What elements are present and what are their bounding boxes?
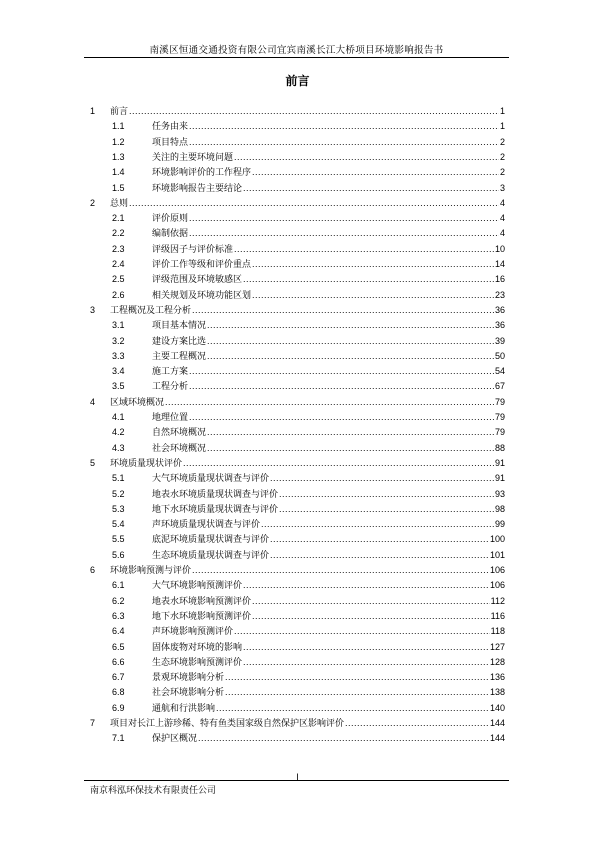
toc-entry-number: 5.3 <box>112 503 125 514</box>
toc-entry-number: 6.4 <box>112 626 125 637</box>
toc-entry-page: 144 <box>489 718 505 728</box>
toc-entry-number: 5.2 <box>112 488 125 499</box>
toc-entry-page: 138 <box>489 687 505 698</box>
toc-entry-line <box>110 197 505 211</box>
toc-entry-number: 6.8 <box>112 687 125 698</box>
toc-entry-page: 79 <box>494 427 505 438</box>
toc-entry-number: 4 <box>90 396 96 407</box>
toc-dot-leader <box>207 335 494 348</box>
toc-chapter-entry[interactable] <box>0 457 595 470</box>
toc-entry-title: 区域环境概况 <box>110 397 165 408</box>
toc-entry-number: 6.7 <box>112 672 125 683</box>
toc-dot-leader <box>270 533 489 546</box>
toc-entry-title: 项目基本情况 <box>152 321 207 332</box>
toc-dot-leader <box>189 380 494 393</box>
toc-chapter-entry[interactable] <box>0 564 595 577</box>
toc-dot-leader <box>243 579 489 592</box>
toc-entry-number: 1.1 <box>112 121 125 132</box>
toc-entry-title: 项目特点 <box>152 137 189 148</box>
toc-entry-page: 136 <box>489 672 505 683</box>
toc-entry-title: 工程分析 <box>152 382 189 393</box>
toc-entry-line <box>152 380 505 394</box>
toc-entry-line <box>152 442 505 456</box>
page-number: I <box>296 772 299 782</box>
toc-entry-number: 5.1 <box>112 473 125 484</box>
toc-entry-line <box>152 136 505 150</box>
toc-entry-page: 4 <box>499 228 505 239</box>
toc-dot-leader <box>189 212 499 225</box>
toc-entry-page: 100 <box>489 534 505 545</box>
footer-rule <box>84 780 509 781</box>
toc-dot-leader <box>129 105 499 118</box>
toc-entry-number: 6.3 <box>112 610 125 621</box>
toc-dot-leader <box>243 641 489 654</box>
toc-entry-page: 16 <box>494 274 505 285</box>
header-rule <box>84 57 509 58</box>
toc-entry-line <box>152 120 505 134</box>
toc-entry-number: 4.2 <box>112 427 125 438</box>
toc-entry-number: 7.1 <box>112 733 125 744</box>
toc-section-entry[interactable] <box>0 442 595 455</box>
toc-entry-title: 环境影响预测与评价 <box>110 566 192 576</box>
toc-dot-leader <box>129 197 499 210</box>
toc-entry-page: 91 <box>494 473 505 484</box>
toc-entry-title: 建设方案比选 <box>152 336 207 347</box>
page-title: 前言 <box>285 74 310 88</box>
toc-entry-title: 任务由来 <box>152 122 189 133</box>
toc-entry-line <box>152 350 505 364</box>
toc-entry-line <box>152 426 505 440</box>
toc-dot-leader <box>243 182 499 195</box>
toc-section-entry[interactable] <box>0 273 595 286</box>
toc-section-entry[interactable] <box>0 151 595 164</box>
toc-dot-leader <box>189 365 494 378</box>
toc-entry-title: 保护区概况 <box>152 734 198 745</box>
toc-chapter-entry[interactable] <box>0 105 595 118</box>
toc-entry-number: 7 <box>90 718 96 728</box>
toc-chapter-entry[interactable] <box>0 304 595 317</box>
toc-entry-title: 社会环境概况 <box>152 443 207 454</box>
toc-dot-leader <box>192 304 494 317</box>
toc-entry-title: 总则 <box>110 198 129 209</box>
toc-entry-title: 地表水环境影响预测评价 <box>152 596 252 607</box>
toc-entry-line <box>152 533 505 547</box>
toc-entry-line <box>152 503 505 517</box>
toc-entry-line <box>152 641 505 655</box>
toc-entry-page: 98 <box>494 503 505 514</box>
toc-entry-title: 评级因子与评价标准 <box>152 244 234 255</box>
toc-section-entry[interactable] <box>0 503 595 516</box>
toc-dot-leader <box>189 120 499 133</box>
toc-entry-line <box>152 227 505 241</box>
toc-chapter-entry[interactable] <box>0 197 595 210</box>
toc-entry-title: 通航和行洪影响 <box>152 703 216 714</box>
toc-entry-page: 4 <box>499 197 505 208</box>
toc-section-entry[interactable] <box>0 243 595 256</box>
toc-entry-title: 施工方案 <box>152 367 189 378</box>
toc-entry-title: 大气环境影响预测评价 <box>152 581 243 592</box>
toc-dot-leader <box>243 656 489 669</box>
toc-section-entry[interactable] <box>0 579 595 592</box>
toc-entry-title: 主要工程概况 <box>152 351 207 362</box>
toc-section-entry[interactable] <box>0 686 595 699</box>
toc-entry-page: 54 <box>494 366 505 377</box>
toc-entry-line <box>152 289 505 303</box>
toc-entry-number: 2.2 <box>112 228 125 239</box>
toc-entry-number: 5.4 <box>112 519 125 530</box>
toc-entry-number: 1.5 <box>112 182 125 193</box>
toc-dot-leader <box>252 610 490 623</box>
toc-entry-title: 自然环境概况 <box>152 428 207 439</box>
toc-entry-title: 大气环境质量现状调查与评价 <box>152 474 270 485</box>
toc-entry-line <box>152 610 505 624</box>
toc-entry-number: 1.4 <box>112 167 125 178</box>
toc-dot-leader <box>207 319 494 332</box>
toc-entry-page: 128 <box>489 656 505 667</box>
toc-entry-number: 6.1 <box>112 580 125 591</box>
toc-dot-leader <box>225 671 489 684</box>
toc-dot-leader <box>279 488 494 501</box>
toc-entry-number: 6.5 <box>112 641 125 652</box>
toc-entry-title: 编制依据 <box>152 229 189 240</box>
toc-entry-line <box>152 518 505 532</box>
toc-entry-number: 4.3 <box>112 442 125 453</box>
toc-entry-page: 118 <box>490 626 505 637</box>
toc-section-entry[interactable] <box>0 488 595 501</box>
toc-section-entry[interactable] <box>0 641 595 654</box>
toc-entry-page: 116 <box>490 610 505 621</box>
toc-section-entry[interactable] <box>0 610 595 623</box>
toc-entry-title: 环境影响报告主要结论 <box>152 183 243 194</box>
toc-dot-leader <box>207 442 494 455</box>
toc-entry-page: 106 <box>489 580 505 591</box>
toc-section-entry[interactable] <box>0 533 595 546</box>
toc-section-entry[interactable] <box>0 671 595 684</box>
toc-entry-page: 106 <box>489 565 505 575</box>
toc-entry-page: 36 <box>494 320 505 331</box>
toc-dot-leader <box>345 717 489 730</box>
toc-entry-title: 评价工作等级和评价重点 <box>152 260 252 270</box>
toc-dot-leader <box>207 350 494 363</box>
toc-dot-leader <box>252 166 499 179</box>
toc-section-entry[interactable] <box>0 136 595 149</box>
toc-section-entry[interactable] <box>0 426 595 439</box>
toc-entry-line <box>152 671 505 685</box>
toc-entry-number: 4.1 <box>112 412 125 422</box>
toc-section-entry[interactable] <box>0 335 595 348</box>
toc-entry-number: 1 <box>90 106 96 116</box>
toc-entry-number: 6.6 <box>112 656 125 667</box>
toc-entry-title: 声环境质量现状调查与评价 <box>152 520 261 531</box>
running-footer: 南京科泓环保技术有限责任公司 <box>90 786 217 796</box>
toc-dot-leader <box>207 426 494 439</box>
toc-entry-page: 3 <box>499 182 505 193</box>
toc-dot-leader <box>192 564 489 577</box>
toc-section-entry[interactable] <box>0 595 595 608</box>
toc-entry-page: 67 <box>494 381 505 392</box>
toc-entry-line <box>152 549 505 563</box>
toc-section-entry[interactable] <box>0 656 595 669</box>
toc-section-entry[interactable] <box>0 702 595 715</box>
toc-entry-line <box>152 595 505 609</box>
toc-entry-line <box>152 686 505 700</box>
toc-entry-line <box>152 656 505 670</box>
toc-entry-title: 环境质量现状评价 <box>110 458 183 469</box>
toc-entry-number: 2.1 <box>112 213 125 224</box>
toc-section-entry[interactable] <box>0 365 595 378</box>
toc-entry-line <box>152 579 505 593</box>
toc-dot-leader <box>270 549 489 562</box>
toc-dot-leader <box>270 472 494 485</box>
toc-entry-page: 2 <box>499 167 505 178</box>
toc-entry-page: 93 <box>494 488 505 499</box>
toc-entry-title: 项目对长江上游珍稀、特有鱼类国家级自然保护区影响评价 <box>110 719 345 729</box>
toc-section-entry[interactable] <box>0 212 595 225</box>
toc-dot-leader <box>189 411 494 424</box>
toc-dot-leader <box>225 686 489 699</box>
toc-section-entry[interactable] <box>0 625 595 638</box>
toc-chapter-entry[interactable] <box>0 717 595 730</box>
toc-entry-title: 工程概况及工程分析 <box>110 305 192 316</box>
toc-entry-number: 1.2 <box>112 136 125 147</box>
toc-entry-title: 生态环境质量现状调查与评价 <box>152 550 270 561</box>
toc-entry-page: 1 <box>499 106 505 116</box>
toc-entry-page: 112 <box>490 595 505 606</box>
toc-entry-number: 3.5 <box>112 381 125 392</box>
toc-dot-leader <box>252 289 494 302</box>
toc-entry-number: 5.5 <box>112 534 125 545</box>
toc-entry-line <box>152 166 505 180</box>
toc-entry-line <box>152 335 505 349</box>
toc-dot-leader <box>183 457 494 470</box>
toc-entry-line <box>152 319 505 333</box>
toc-section-entry[interactable] <box>0 227 595 240</box>
toc-section-entry[interactable] <box>0 166 595 179</box>
toc-entry-page: 127 <box>489 641 505 652</box>
toc-entry-page: 1 <box>499 121 505 132</box>
toc-entry-line <box>152 243 505 257</box>
toc-entry-line <box>110 396 505 410</box>
toc-section-entry[interactable] <box>0 518 595 531</box>
toc-entry-number: 3.2 <box>112 335 125 346</box>
toc-entry-title: 地表水环境质量现状调查与评价 <box>152 489 279 500</box>
toc-entry-line <box>152 411 505 425</box>
toc-entry-line <box>110 304 505 318</box>
toc-dot-leader <box>165 396 494 409</box>
toc-section-entry[interactable] <box>0 182 595 195</box>
toc-entry-page: 10 <box>494 243 505 254</box>
toc-entry-number: 3.1 <box>112 320 125 331</box>
toc-entry-title: 生态环境影响预测评价 <box>152 657 243 668</box>
toc-entry-number: 6.2 <box>112 595 125 606</box>
toc-entry-line <box>152 625 505 639</box>
toc-entry-line <box>152 212 505 226</box>
toc-entry-page: 91 <box>494 457 505 468</box>
toc-entry-number: 6 <box>90 565 96 575</box>
toc-entry-number: 6.9 <box>112 702 125 713</box>
toc-dot-leader <box>243 273 494 286</box>
toc-entry-line <box>152 732 505 746</box>
toc-dot-leader <box>252 258 494 271</box>
toc-entry-page: 79 <box>494 396 505 407</box>
toc-entry-number: 2.6 <box>112 289 125 300</box>
toc-entry-number: 3.3 <box>112 350 125 361</box>
toc-entry-line <box>110 717 505 731</box>
toc-entry-number: 2.4 <box>112 259 125 269</box>
toc-dot-leader <box>189 136 499 149</box>
toc-entry-title: 评级范围及环境敏感区 <box>152 275 243 286</box>
toc-section-entry[interactable] <box>0 549 595 562</box>
toc-section-entry[interactable] <box>0 120 595 133</box>
toc-entry-title: 相关规划及环境功能区划 <box>152 290 252 301</box>
toc-section-entry[interactable] <box>0 319 595 332</box>
toc-entry-line <box>110 105 505 119</box>
toc-entry-number: 3 <box>90 304 96 315</box>
toc-entry-title: 地下水环境影响预测评价 <box>152 611 252 622</box>
toc-entry-page: 140 <box>489 702 505 713</box>
toc-entry-title: 前言 <box>110 107 129 117</box>
toc-entry-page: 36 <box>494 304 505 315</box>
toc-entry-page: 79 <box>494 412 505 422</box>
toc-entry-page: 2 <box>499 136 505 147</box>
toc-entry-page: 101 <box>489 549 505 560</box>
toc-entry-line <box>152 258 505 272</box>
toc-entry-page: 23 <box>494 289 505 300</box>
toc-entry-number: 3.4 <box>112 366 125 377</box>
toc-entry-number: 2 <box>90 197 96 208</box>
toc-dot-leader <box>189 227 499 240</box>
toc-entry-title: 社会环境影响分析 <box>152 688 225 699</box>
toc-dot-leader <box>198 732 489 745</box>
toc-entry-page: 144 <box>489 733 505 744</box>
toc-section-entry[interactable] <box>0 350 595 363</box>
toc-entry-line <box>152 702 505 716</box>
toc-entry-line <box>152 151 505 165</box>
toc-dot-leader <box>252 595 490 608</box>
toc-section-entry[interactable] <box>0 732 595 745</box>
toc-entry-title: 地理位置 <box>152 413 189 423</box>
toc-entry-line <box>152 488 505 502</box>
toc-entry-line <box>110 564 505 578</box>
toc-entry-page: 2 <box>499 151 505 162</box>
toc-entry-line <box>152 365 505 379</box>
toc-dot-leader <box>279 503 494 516</box>
toc-entry-number: 5 <box>90 457 96 468</box>
toc-entry-page: 88 <box>494 442 505 453</box>
toc-entry-number: 2.5 <box>112 274 125 285</box>
toc-entry-page: 4 <box>499 213 505 224</box>
toc-entry-page: 39 <box>494 335 505 346</box>
toc-entry-page: 50 <box>494 350 505 361</box>
toc-section-entry[interactable] <box>0 411 595 424</box>
toc-entry-title: 环境影响评价的工作程序 <box>152 168 252 179</box>
toc-entry-title: 地下水环境质量现状调查与评价 <box>152 504 279 515</box>
toc-dot-leader <box>261 518 494 531</box>
toc-entry-number: 1.3 <box>112 151 125 162</box>
toc-entry-number: 5.6 <box>112 549 125 560</box>
toc-entry-title: 关注的主要环境问题 <box>152 152 234 163</box>
toc-entry-title: 景观环境影响分析 <box>152 673 225 684</box>
toc-entry-line <box>152 273 505 287</box>
toc-entry-number: 2.3 <box>112 243 125 254</box>
toc-entry-line <box>110 457 505 471</box>
toc-dot-leader <box>234 625 490 638</box>
toc-section-entry[interactable] <box>0 472 595 485</box>
toc-dot-leader <box>234 243 494 256</box>
running-header: 南溪区恒通交通投资有限公司宜宾南溪长江大桥项目环境影响报告书 <box>149 45 444 56</box>
toc-entry-line <box>152 472 505 486</box>
toc-dot-leader <box>234 151 499 164</box>
toc-chapter-entry[interactable] <box>0 396 595 409</box>
toc-entry-page: 99 <box>494 519 505 530</box>
toc-entry-title: 底泥环境质量现状调查与评价 <box>152 535 270 546</box>
toc-entry-title: 评价原则 <box>152 214 189 225</box>
toc-entry-line <box>152 182 505 196</box>
toc-section-entry[interactable] <box>0 258 595 271</box>
toc-section-entry[interactable] <box>0 380 595 393</box>
toc-section-entry[interactable] <box>0 289 595 302</box>
toc-entry-title: 声环境影响预测评价 <box>152 627 234 638</box>
toc-dot-leader <box>216 702 489 715</box>
toc-entry-title: 固体废物对环境的影响 <box>152 642 243 653</box>
toc-entry-page: 14 <box>494 259 505 269</box>
